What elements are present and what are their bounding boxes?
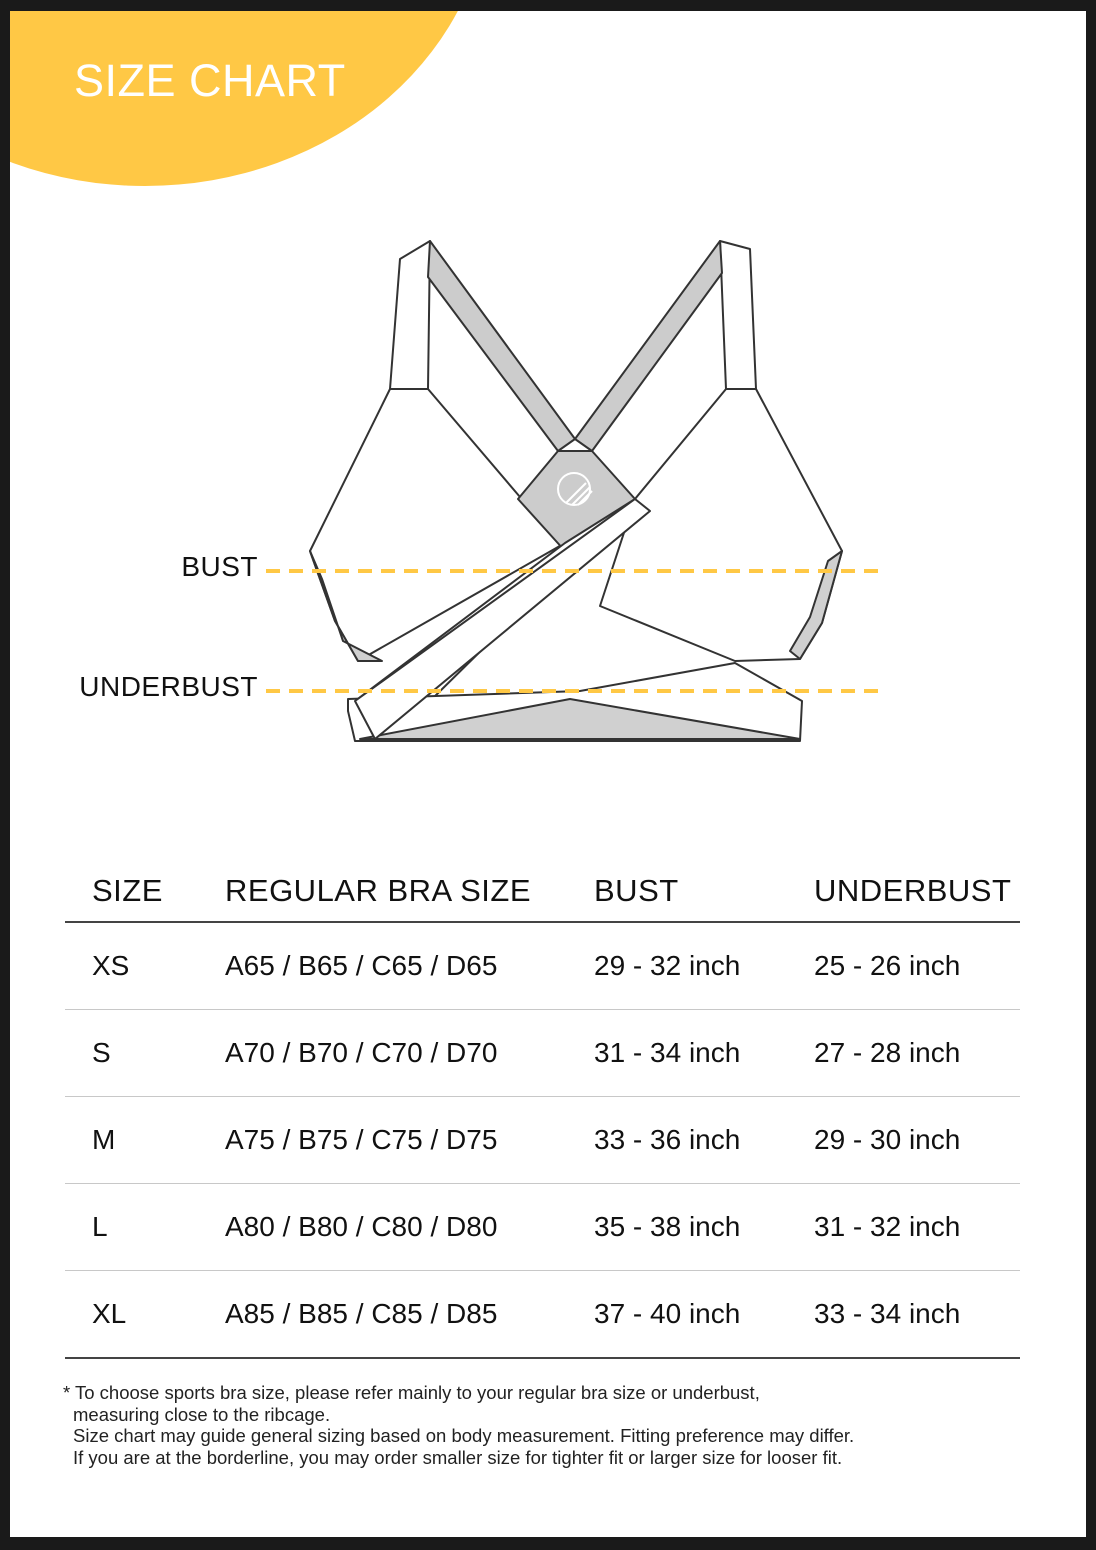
- underbust-label: UNDERBUST: [79, 671, 258, 702]
- note-line: If you are at the borderline, you may order smaller size for tighter fit or larger size for looser fit.: [73, 1446, 843, 1468]
- cell-regular-bra-size: A85 / B85 / C85 / D85: [225, 1271, 594, 1359]
- page-title: SIZE CHART: [74, 55, 346, 106]
- sizing-notes: [63, 1382, 1023, 1468]
- note-line: measuring close to the ribcage.: [73, 1403, 331, 1425]
- cell-bust: 29 - 32 inch: [594, 922, 814, 1010]
- cell-underbust: 31 - 32 inch: [814, 1184, 1020, 1271]
- cell-size: M: [65, 1097, 225, 1184]
- cell-bust: 33 - 36 inch: [594, 1097, 814, 1184]
- table-row: [65, 922, 1020, 1010]
- cell-bust: 31 - 34 inch: [594, 1010, 814, 1097]
- column-header-size: SIZE: [65, 861, 225, 922]
- table-row: [65, 1010, 1020, 1097]
- cell-size: XS: [65, 922, 225, 1010]
- size-table: [65, 861, 1020, 1359]
- column-header-regular-bra-size: REGULAR BRA SIZE: [225, 861, 594, 922]
- bust-label: BUST: [181, 551, 258, 582]
- table-row: [65, 1097, 1020, 1184]
- table-row: [65, 1184, 1020, 1271]
- cell-regular-bra-size: A80 / B80 / C80 / D80: [225, 1184, 594, 1271]
- cell-underbust: 27 - 28 inch: [814, 1010, 1020, 1097]
- size-chart-card: [10, 11, 1086, 1537]
- note-line: * To choose sports bra size, please refer mainly to your regular bra size or underbust,: [63, 1382, 760, 1403]
- cell-bust: 37 - 40 inch: [594, 1271, 814, 1359]
- cell-underbust: 29 - 30 inch: [814, 1097, 1020, 1184]
- cell-size: XL: [65, 1271, 225, 1359]
- cell-regular-bra-size: A65 / B65 / C65 / D65: [225, 922, 594, 1010]
- cell-size: L: [65, 1184, 225, 1271]
- cell-size: S: [65, 1010, 225, 1097]
- cell-regular-bra-size: A70 / B70 / C70 / D70: [225, 1010, 594, 1097]
- cell-underbust: 25 - 26 inch: [814, 922, 1020, 1010]
- cell-bust: 35 - 38 inch: [594, 1184, 814, 1271]
- cell-regular-bra-size: A75 / B75 / C75 / D75: [225, 1097, 594, 1184]
- column-header-bust: BUST: [594, 861, 814, 922]
- column-header-underbust: UNDERBUST: [814, 861, 1020, 922]
- cell-underbust: 33 - 34 inch: [814, 1271, 1020, 1359]
- table-header-row: [65, 861, 1020, 922]
- table-row: [65, 1271, 1020, 1359]
- note-line: Size chart may guide general sizing based on body measurement. Fitting preference may differ.: [73, 1425, 855, 1446]
